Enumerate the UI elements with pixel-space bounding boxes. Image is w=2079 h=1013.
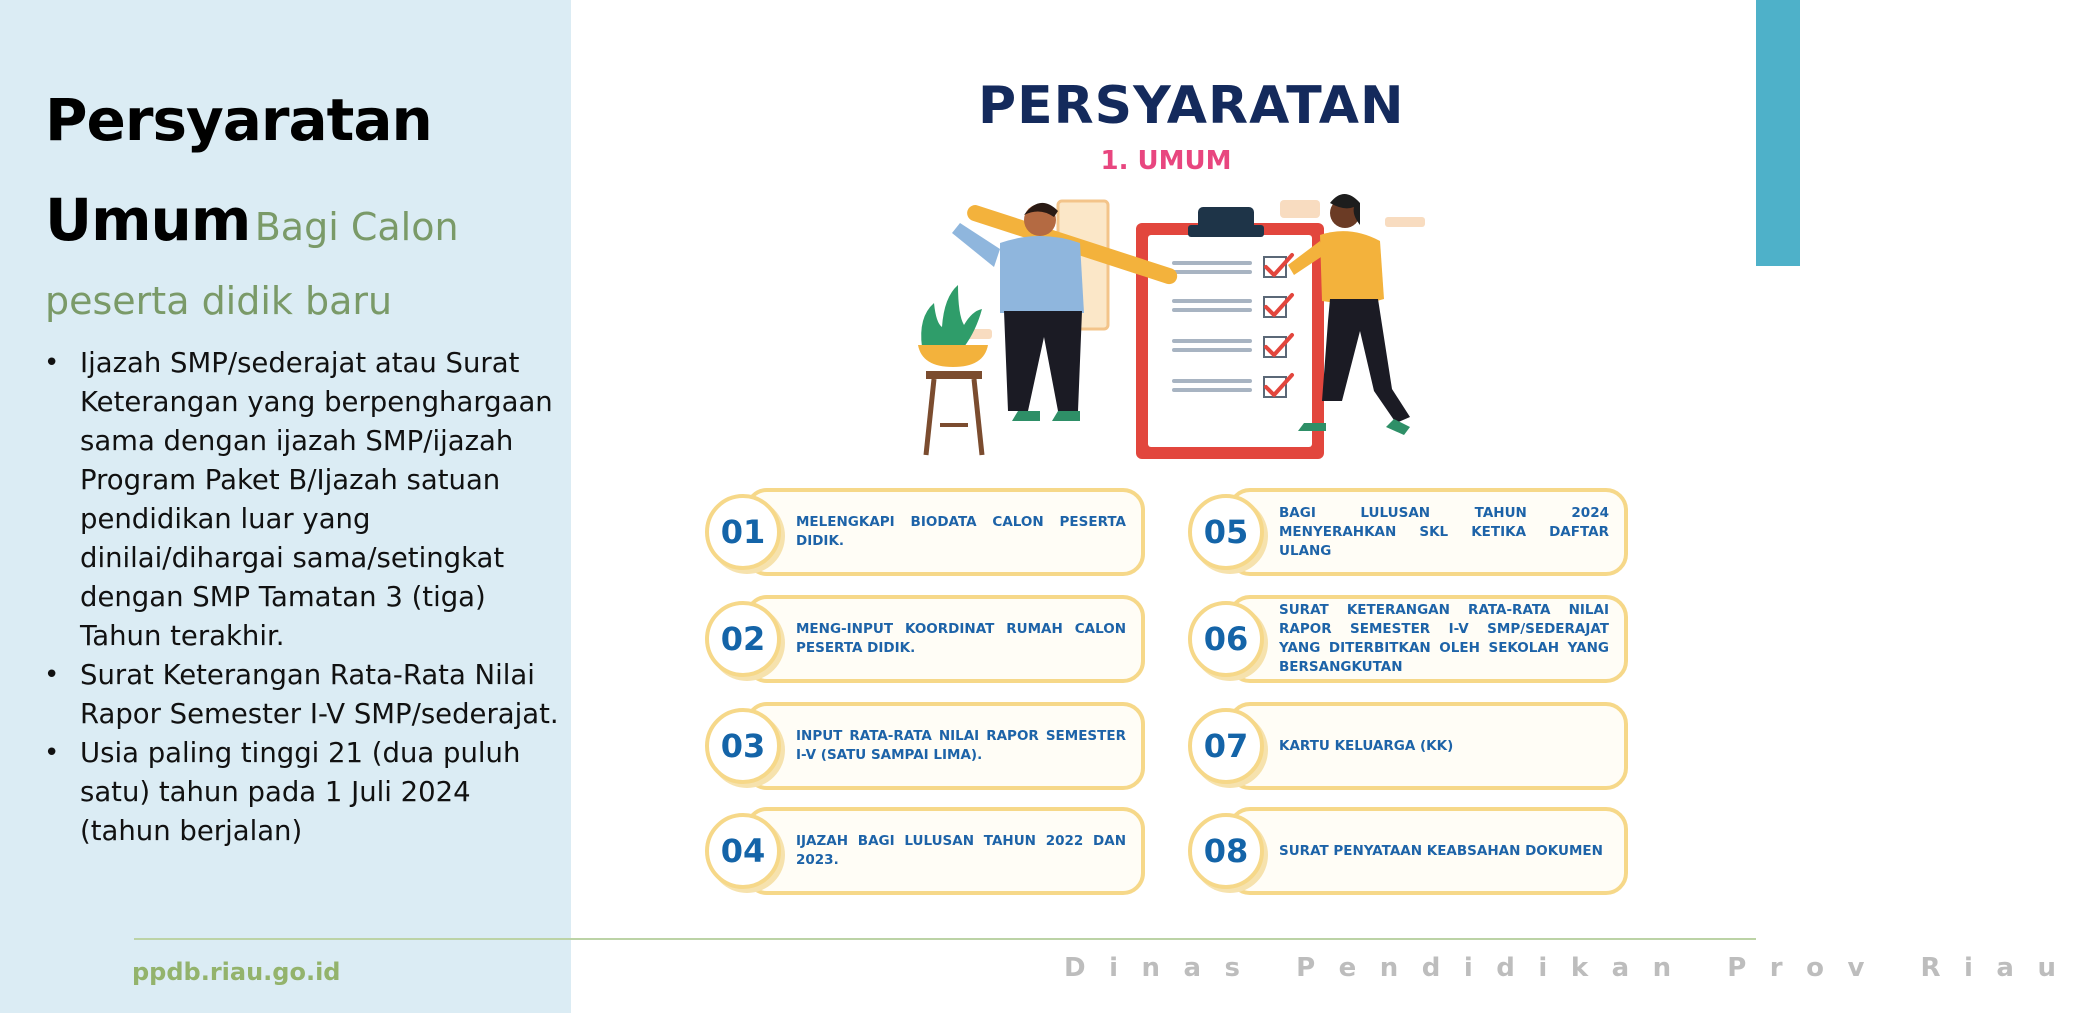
- requirement-text: MENG-INPUT KOORDINAT RUMAH CALON PESERTA DIDIK.: [796, 621, 1126, 656]
- footer-org: Dinas Pendidikan Prov Riau: [1064, 953, 2079, 983]
- checklist-illustration: [900, 185, 1460, 490]
- heading-line2: Umum: [45, 186, 251, 254]
- heading-sub2: peserta didik baru: [45, 279, 393, 323]
- requirement-text: SURAT KETERANGAN RATA-RATA NILAI RAPOR SEMESTER I-V SMP/SEDERAJAT YANG DITERBITKAN OLEH SEKOLAH YANG BERSANGKUTAN: [1279, 602, 1609, 675]
- list-item: • Usia paling tinggi 21 (dua puluh satu) tahun pada 1 Juli 2024 (tahun berjalan): [44, 734, 564, 851]
- list-item: • Surat Keterangan Rata-Rata Nilai Rapor Semester I-V SMP/sederajat.: [44, 656, 564, 734]
- requirement-number: 06: [1188, 601, 1264, 677]
- requirement-text: MELENGKAPI BIODATA CALON PESERTA DIDIK.: [796, 514, 1126, 549]
- requirement-item-03: [705, 702, 1145, 790]
- requirement-item-08: [1188, 807, 1628, 895]
- requirement-number: 01: [705, 494, 781, 570]
- requirement-item-07: [1188, 702, 1628, 790]
- page-heading: [45, 78, 565, 324]
- requirement-item-02: [705, 595, 1145, 683]
- requirement-number: 02: [705, 601, 781, 677]
- requirements-list: [44, 344, 564, 851]
- footer-url: ppdb.riau.go.id: [132, 958, 341, 986]
- requirement-text: INPUT RATA-RATA NILAI RAPOR SEMESTER I-V (SATU SAMPAI LIMA).: [796, 728, 1126, 763]
- requirement-number: 08: [1188, 813, 1264, 889]
- requirement-text: IJAZAH BAGI LULUSAN TAHUN 2022 DAN 2023.: [796, 833, 1126, 868]
- left-panel: [0, 0, 571, 1013]
- requirement-number: 03: [705, 708, 781, 784]
- list-item: • Ijazah SMP/sederajat atau Surat Keterangan yang berpenghargaan sama dengan ijazah SMP/ijazah Program Paket B/Ijazah satuan pendidikan luar yang dinilai/dihargai sama/setingkat dengan SMP Tamatan 3 (tiga) Tahun terakhir.: [44, 344, 564, 656]
- poster-subtitle: 1. UMUM: [1100, 146, 1232, 176]
- requirement-text: KARTU KELUARGA (KK): [1279, 737, 1454, 754]
- accent-bar: [1756, 0, 1800, 266]
- requirement-number: 05: [1188, 494, 1264, 570]
- requirement-text: BAGI LULUSAN TAHUN 2024 MENYERAHKAN SKL KETIKA DAFTAR ULANG: [1279, 504, 1609, 559]
- requirement-item-04: [705, 807, 1145, 895]
- poster-title: PERSYARATAN: [978, 76, 1405, 136]
- requirement-item-05: [1188, 488, 1628, 576]
- requirement-number: 04: [705, 813, 781, 889]
- requirement-item-06: [1188, 595, 1628, 683]
- requirement-text: SURAT PENYATAAN KEABSAHAN DOKUMEN: [1279, 842, 1603, 859]
- heading-line1: Persyaratan: [45, 86, 432, 154]
- requirement-item-01: [705, 488, 1145, 576]
- requirement-number: 07: [1188, 708, 1264, 784]
- heading-sub1: Bagi Calon: [254, 205, 459, 249]
- footer-divider: [134, 938, 1756, 940]
